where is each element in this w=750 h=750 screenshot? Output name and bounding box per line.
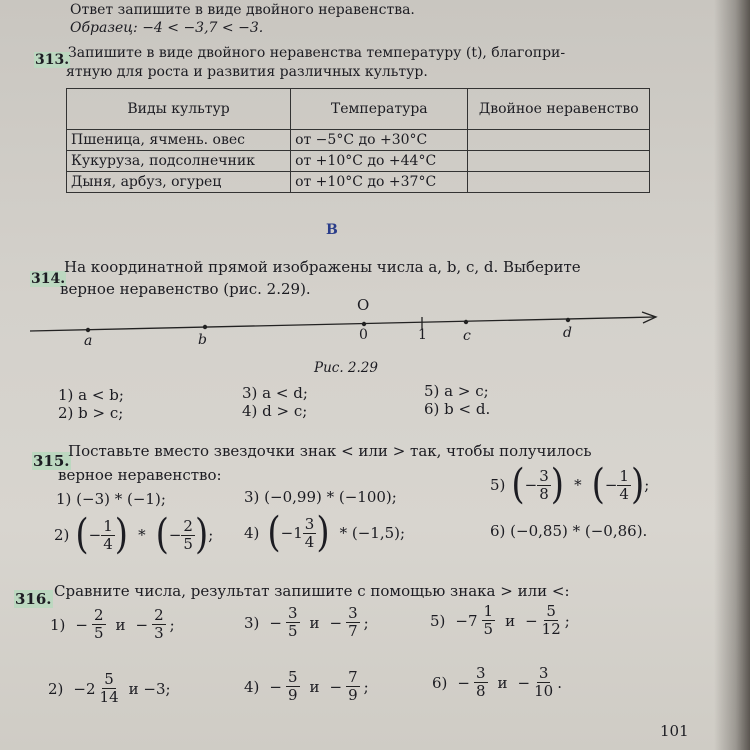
page-number: 101 xyxy=(660,722,689,740)
exercise-315-text: Поставьте вместо звездочки знак < или > так, чтобы получилось xyxy=(68,442,592,460)
label-a: a xyxy=(84,333,93,349)
exercise-314-text: На координатной прямой изображены числа a, b, c, d. Выберите xyxy=(64,258,581,276)
item-316-3: 3) − $\frac{3}{5}$ и − $\frac{3}{7}$ ; xyxy=(244,604,369,640)
item-315-5: 5) ( − $\frac{3}{8}$ ) * ( − $\frac{1}{4}$ ) ; xyxy=(490,461,650,509)
table-row xyxy=(67,130,650,151)
item-label: 4) xyxy=(244,524,260,542)
table-cell: от +10°С до +44°С xyxy=(291,151,468,172)
exercise-316-text: Сравните числа, результат запишите с помощью знака > или <: xyxy=(54,582,570,600)
table-cell: от −5°С до +30°С xyxy=(291,130,468,151)
option: 3) a < d; xyxy=(242,384,308,402)
option: 2) b > c; xyxy=(58,404,124,422)
table-row xyxy=(67,172,650,193)
fraction: $\frac{1}{4}$ xyxy=(619,466,629,503)
label-d: d xyxy=(563,325,572,341)
table-cell: Дыня, арбуз, огурец xyxy=(67,172,291,193)
temperature-table xyxy=(66,88,650,193)
fraction: $\frac{3}{5}$ xyxy=(287,604,298,640)
label-b: b xyxy=(198,332,207,348)
exercise-313-text-cont: ятную для роста и развития различных культур. xyxy=(66,64,428,80)
item-316-5: 5) −7 $\frac{1}{5}$ и − $\frac{5}{12}$ ; xyxy=(430,602,570,638)
fraction: $\frac{3}{10}$ xyxy=(534,664,554,700)
figure-caption: Рис. 2.29 xyxy=(314,360,378,376)
table-cell xyxy=(468,130,650,151)
fraction: $\frac{7}{9}$ xyxy=(348,668,358,704)
exercise-315-number: 315. xyxy=(33,452,70,470)
option: 4) d > c; xyxy=(242,402,308,420)
item-316-6: 6) − $\frac{3}{8}$ и − $\frac{3}{10}$ . xyxy=(432,664,562,700)
option: 6) b < d. xyxy=(424,400,491,418)
table-cell xyxy=(468,172,650,193)
option: 5) a > c; xyxy=(424,382,489,400)
item-315-3: 3) (−0,99) * (−100); xyxy=(244,488,397,506)
fraction: $\frac{2}{5}$ xyxy=(183,516,193,553)
book-spine-shadow xyxy=(714,0,750,750)
item-316-1: 1) − $\frac{2}{5}$ и − $\frac{2}{3}$ ; xyxy=(50,606,175,642)
table-header-row xyxy=(67,89,650,130)
exercise-315-text-cont: верное неравенство: xyxy=(58,466,222,484)
exercise-313-text: Запишите в виде двойного неравенства температуру (t), благопри- xyxy=(68,45,566,61)
label-one: 1 xyxy=(418,327,427,343)
exercise-316-number: 316. xyxy=(15,590,52,608)
exercise-314-text-cont: верное неравенство (рис. 2.29). xyxy=(60,280,311,298)
fraction: $\frac{5}{9}$ xyxy=(287,668,298,704)
item-315-1: 1) (−3) * (−1); xyxy=(56,490,166,508)
coordinate-line xyxy=(30,295,670,355)
item-315-4: 4) ( −1 $\frac{3}{4}$ ) * (−1,5); xyxy=(244,509,406,557)
column-header: Двойное неравенство xyxy=(468,89,650,130)
answer-instruction: Ответ запишите в виде двойного неравенства. xyxy=(70,2,415,18)
fraction: $\frac{1}{4}$ xyxy=(103,516,113,553)
table-cell: от +10°С до +37°С xyxy=(291,172,468,193)
fraction: $\frac{2}{3}$ xyxy=(154,606,164,642)
fraction: $\frac{5}{12}$ xyxy=(541,602,561,638)
column-header: Температура xyxy=(291,89,468,130)
table-cell: Кукуруза, подсолнечник xyxy=(67,151,291,172)
origin-label: O xyxy=(357,296,370,314)
table-row xyxy=(67,151,650,172)
item-315-6: 6) (−0,85) * (−0,86). xyxy=(490,522,648,540)
fraction: $\frac{3}{7}$ xyxy=(348,604,358,640)
item-316-4: 4) − $\frac{5}{9}$ и − $\frac{7}{9}$ ; xyxy=(244,668,369,704)
fraction: $\frac{1}{5}$ xyxy=(483,602,494,638)
example-line: Образец: −4 < −3,7 < −3. xyxy=(70,20,264,36)
option: 1) a < b; xyxy=(58,386,124,404)
exercise-314-number: 314. xyxy=(31,271,66,287)
point-c xyxy=(464,320,468,324)
fraction: $\frac{5}{14}$ xyxy=(99,670,119,706)
section-letter: В xyxy=(326,222,338,238)
table-cell xyxy=(468,151,650,172)
fraction: $\frac{2}{5}$ xyxy=(93,606,104,642)
point-zero xyxy=(362,322,366,326)
fraction: $\frac{3}{8}$ xyxy=(475,664,486,700)
label-zero: 0 xyxy=(359,327,368,343)
point-a xyxy=(86,328,90,332)
table-cell: Пшеница, ячмень. овес xyxy=(67,130,291,151)
item-316-2: 2) −2 $\frac{5}{14}$ и −3; xyxy=(48,670,171,706)
label-c: c xyxy=(463,328,471,344)
column-header: Виды культур xyxy=(67,89,291,130)
item-label: 2) xyxy=(54,526,70,544)
exercise-313-number: 313. xyxy=(35,52,70,68)
item-315-2: 2) ( − $\frac{1}{4}$ ) * ( − $\frac{2}{5}$ ) ; xyxy=(54,511,214,559)
point-b xyxy=(203,325,207,329)
item-label: 5) xyxy=(490,476,506,494)
fraction: $\frac{3}{4}$ xyxy=(304,514,315,551)
fraction: $\frac{3}{8}$ xyxy=(539,466,549,503)
point-d xyxy=(566,318,570,322)
axis-line xyxy=(30,317,655,331)
